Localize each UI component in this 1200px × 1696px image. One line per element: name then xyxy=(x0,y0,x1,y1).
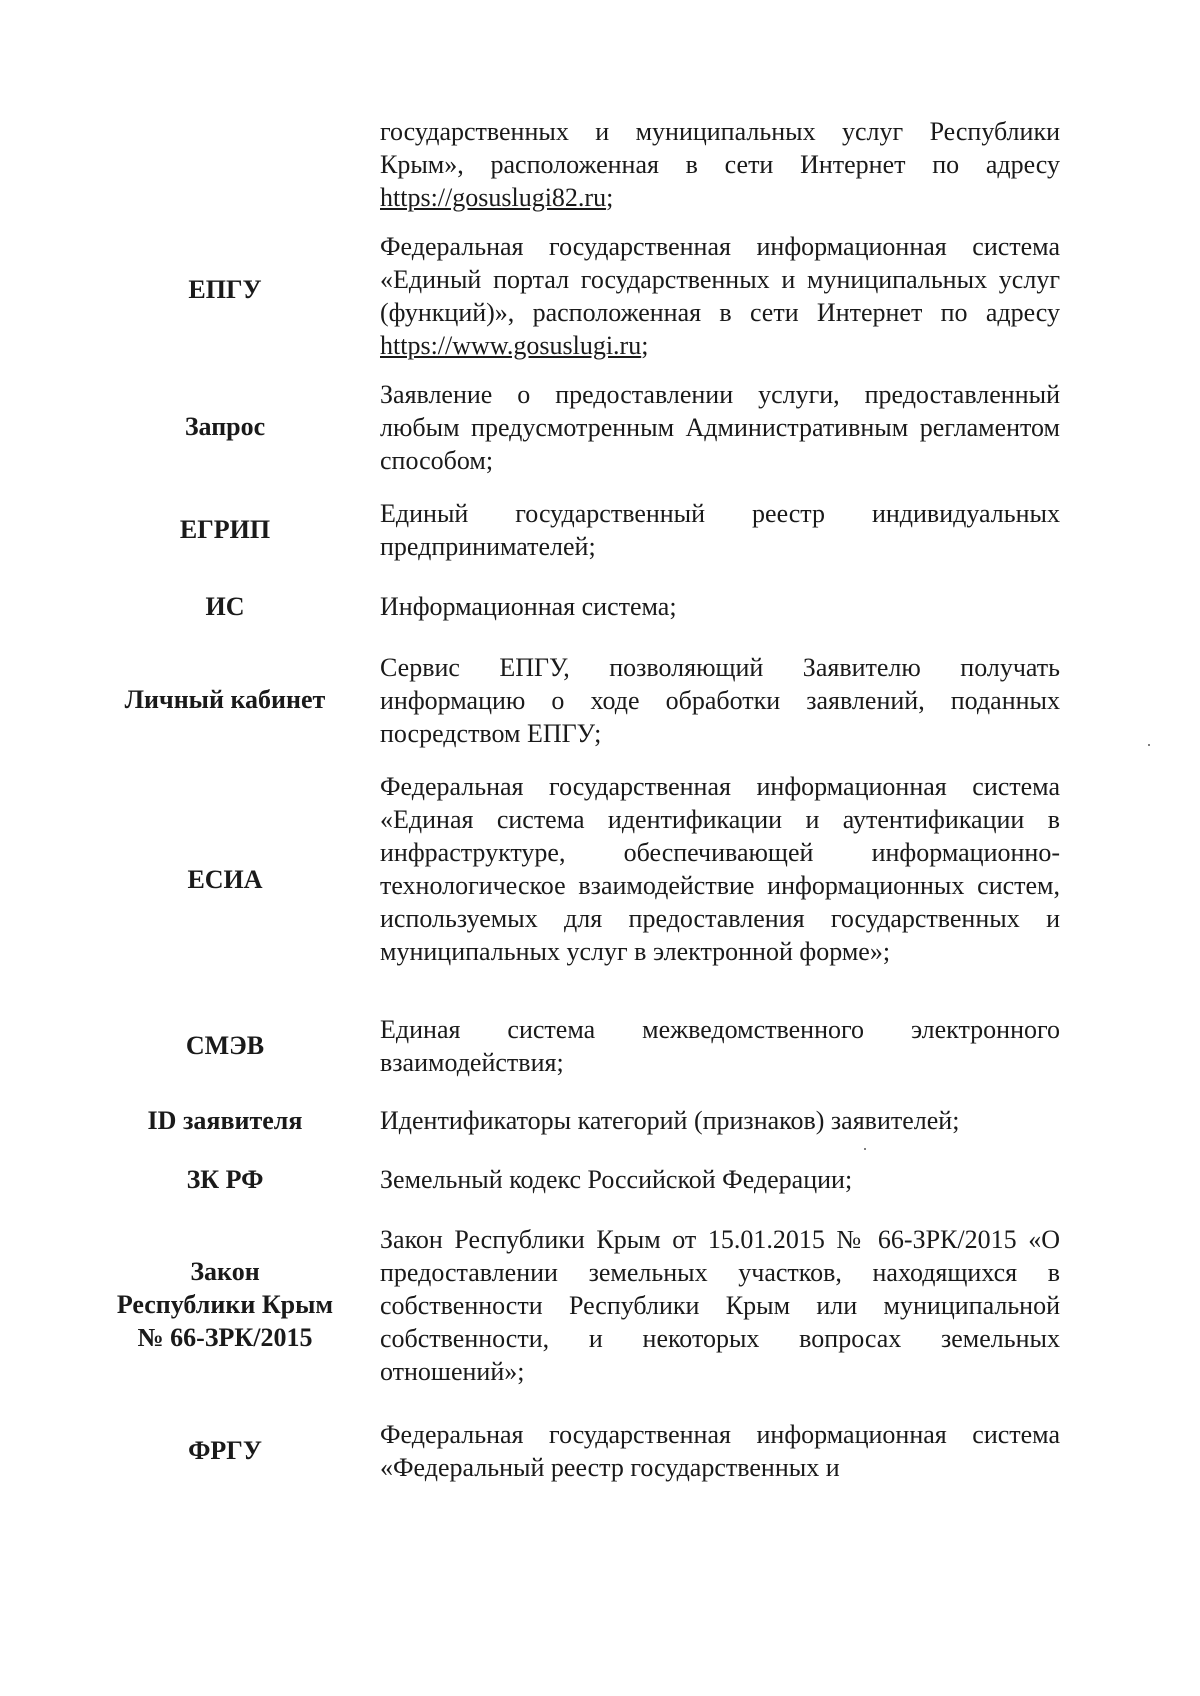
term-label: ID заявителя xyxy=(147,1106,303,1135)
term-line: Закон xyxy=(190,1257,260,1286)
definition-text: Единый государственный реестр индивидуальных предпринимателей; xyxy=(380,499,1060,561)
term-label: ФРГУ xyxy=(188,1436,262,1465)
scan-speck xyxy=(1148,744,1150,746)
definition-text: Федеральная государственная информационная система «Единая система идентификации и аутентификации в инфраструктуре, обеспечивающей информационно-технологическое взаимодействие информационных систем, используемых для предоставления государственных и муниципальных услуг в электронной форме»; xyxy=(380,772,1060,966)
definition-text: Закон Республики Крым от 15.01.2015 № 66-ЗРК/2015 «О предоставлении земельных участков, находящихся в собственности Республики Крым или муниципальной собственности, и некоторых вопросах земельных отношений»; xyxy=(380,1225,1060,1386)
term-line: Республики Крым xyxy=(116,1290,334,1319)
term-line: № 66-ЗРК/2015 xyxy=(137,1323,313,1352)
term-label: ЗК РФ xyxy=(186,1165,264,1194)
term-label: ЕГРИП xyxy=(179,515,271,544)
definition-text: Сервис ЕПГУ, позволяющий Заявителю получать информацию о ходе обработки заявлений, поданных посредством ЕПГУ; xyxy=(380,653,1060,748)
term-label: ЕСИА xyxy=(187,865,263,894)
gosuslugi-link[interactable]: https://www.gosuslugi.ru xyxy=(380,331,642,360)
intro-end: ; xyxy=(606,183,614,212)
intro-paragraph xyxy=(380,115,1060,214)
definition-text: Земельный кодекс Российской Федерации; xyxy=(380,1165,853,1194)
intro-text: государственных и муниципальных услуг Республики Крым», расположенная в сети Интернет по адресу xyxy=(380,117,1060,179)
definition-text: Идентификаторы категорий (признаков) заявителей; xyxy=(380,1106,960,1135)
term-label: ИС xyxy=(205,592,245,621)
definition-text: Единая система межведомственного электронного взаимодействия; xyxy=(380,1015,1060,1077)
definition-text xyxy=(380,230,1060,362)
gosuslugi82-link[interactable]: https://gosuslugi82.ru xyxy=(380,183,607,212)
definition-text: Информационная система; xyxy=(380,592,677,621)
term-label: Личный кабинет xyxy=(124,685,326,714)
definition-text: Заявление о предоставлении услуги, предоставленный любым предусмотренным Административным регламентом способом; xyxy=(380,380,1060,475)
scan-speck xyxy=(864,1148,866,1150)
term-label: Запрос xyxy=(184,412,266,441)
term-label: ЕПГУ xyxy=(188,275,262,304)
definition-text: Федеральная государственная информационная система «Федеральный реестр государственных и xyxy=(380,1420,1060,1482)
term-label: СМЭВ xyxy=(185,1031,265,1060)
definition-end: ; xyxy=(641,331,649,360)
term-label xyxy=(100,1255,350,1354)
definition-body: Федеральная государственная информационная система «Единый портал государственных и муниципальных услуг (функций)», расположенная в сети Интернет по адресу xyxy=(380,232,1060,327)
